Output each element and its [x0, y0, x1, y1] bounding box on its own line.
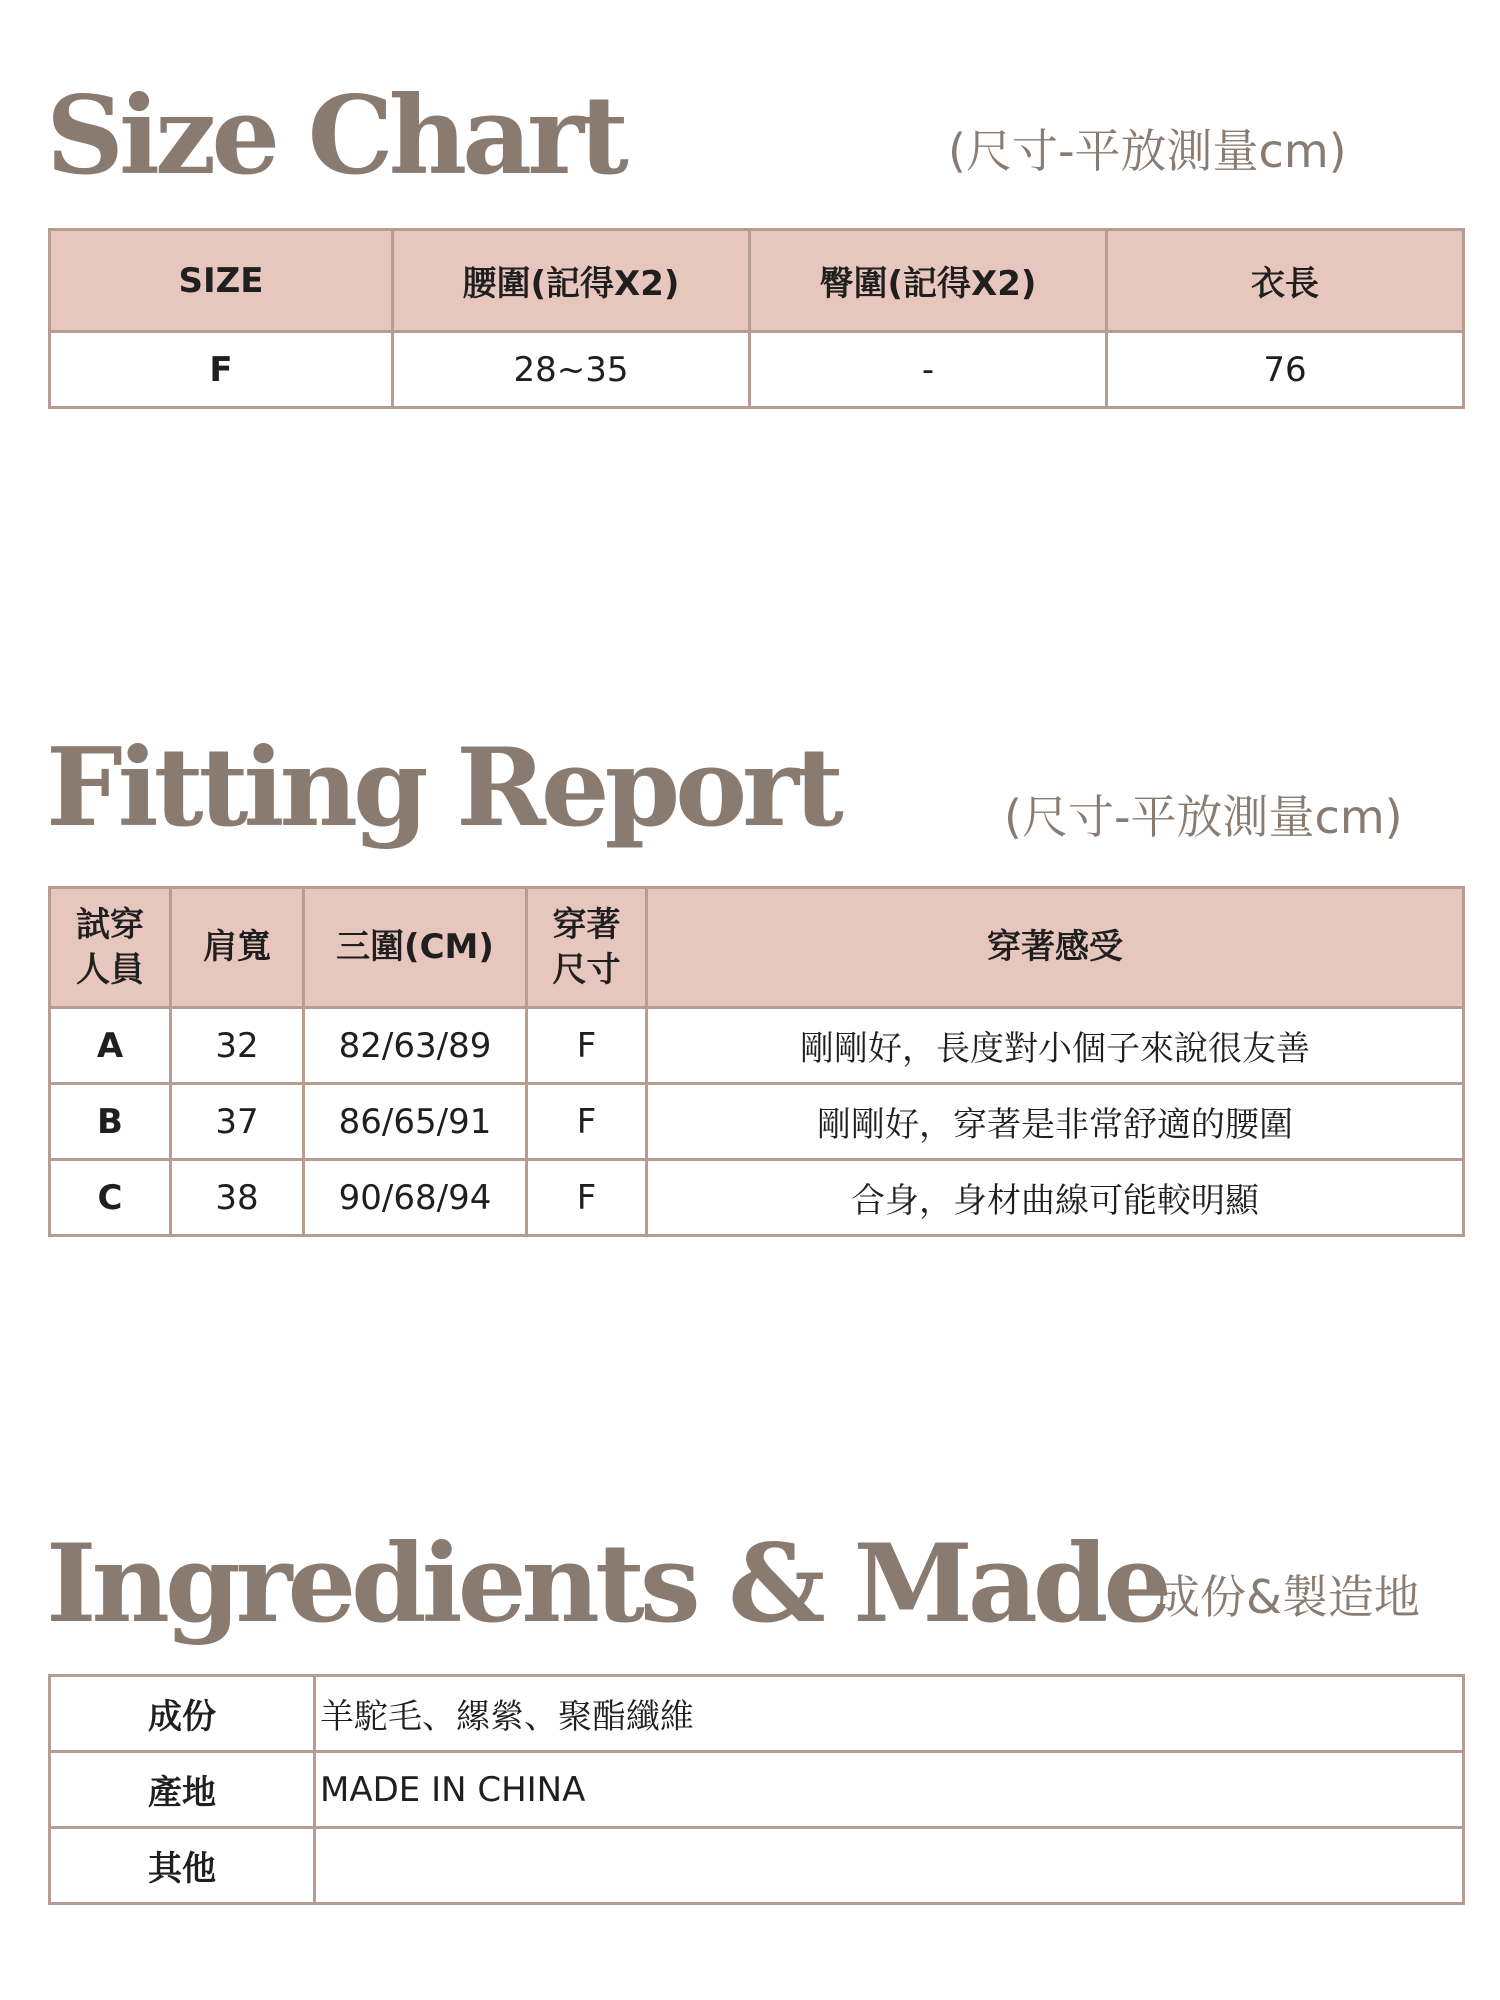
size-header-waist: 腰圍(記得X2) [393, 230, 750, 332]
size-chart-header-row [50, 230, 1464, 332]
fit-header-feedback: 穿著感受 [647, 888, 1464, 1008]
fit-cell-feedback: 合身，身材曲線可能較明顯 [647, 1160, 1464, 1236]
ingredients-note: 成份&製造地 [1154, 1570, 1420, 1624]
size-chart-title: Size Chart [46, 73, 624, 199]
fit-cell-feedback: 剛剛好，長度對小個子來說很友善 [647, 1008, 1464, 1084]
table-row [50, 1752, 1464, 1828]
fit-cell-tester: B [50, 1084, 171, 1160]
ingredients-label-composition: 成份 [50, 1676, 315, 1752]
table-row [50, 1084, 1464, 1160]
table-row [50, 1008, 1464, 1084]
fit-cell-shoulder: 38 [171, 1160, 304, 1236]
ingredients-table [48, 1674, 1465, 1905]
size-header-length: 衣長 [1107, 230, 1464, 332]
table-row [50, 1676, 1464, 1752]
size-header-size: SIZE [50, 230, 393, 332]
fit-cell-shoulder: 37 [171, 1084, 304, 1160]
size-cell-size: F [50, 332, 393, 408]
fit-cell-worn-size: F [527, 1084, 647, 1160]
fit-cell-tester: C [50, 1160, 171, 1236]
fit-header-worn-size: 穿著 尺寸 [527, 888, 647, 1008]
ingredients-title: Ingredients & Made [46, 1521, 1168, 1647]
fit-header-shoulder: 肩寬 [171, 888, 304, 1008]
fit-header-tester: 試穿 人員 [50, 888, 171, 1008]
fit-cell-worn-size: F [527, 1008, 647, 1084]
fit-cell-worn-size: F [527, 1160, 647, 1236]
size-cell-hip: - [750, 332, 1107, 408]
table-row [50, 1828, 1464, 1904]
ingredients-value-composition: 羊駝毛、縲縈、聚酯纖維 [315, 1676, 1464, 1752]
fitting-report-note: (尺寸-平放測量cm) [1004, 790, 1403, 844]
fit-cell-tester: A [50, 1008, 171, 1084]
fit-cell-shoulder: 32 [171, 1008, 304, 1084]
fit-cell-measurements: 86/65/91 [304, 1084, 527, 1160]
size-cell-length: 76 [1107, 332, 1464, 408]
ingredients-label-origin: 產地 [50, 1752, 315, 1828]
fitting-report-title: Fitting Report [46, 725, 839, 851]
size-header-hip: 臀圍(記得X2) [750, 230, 1107, 332]
table-row [50, 1160, 1464, 1236]
fitting-report-table [48, 886, 1465, 1237]
size-chart-note: (尺寸-平放測量cm) [948, 124, 1347, 178]
fit-header-measurements: 三圍(CM) [304, 888, 527, 1008]
fit-cell-measurements: 82/63/89 [304, 1008, 527, 1084]
fit-cell-measurements: 90/68/94 [304, 1160, 527, 1236]
fitting-header-row [50, 888, 1464, 1008]
ingredients-label-other: 其他 [50, 1828, 315, 1904]
fit-cell-feedback: 剛剛好，穿著是非常舒適的腰圍 [647, 1084, 1464, 1160]
ingredients-value-origin: MADE IN CHINA [315, 1752, 1464, 1828]
ingredients-value-other [315, 1828, 1464, 1904]
size-cell-waist: 28~35 [393, 332, 750, 408]
table-row [50, 332, 1464, 408]
size-chart-table [48, 228, 1465, 409]
